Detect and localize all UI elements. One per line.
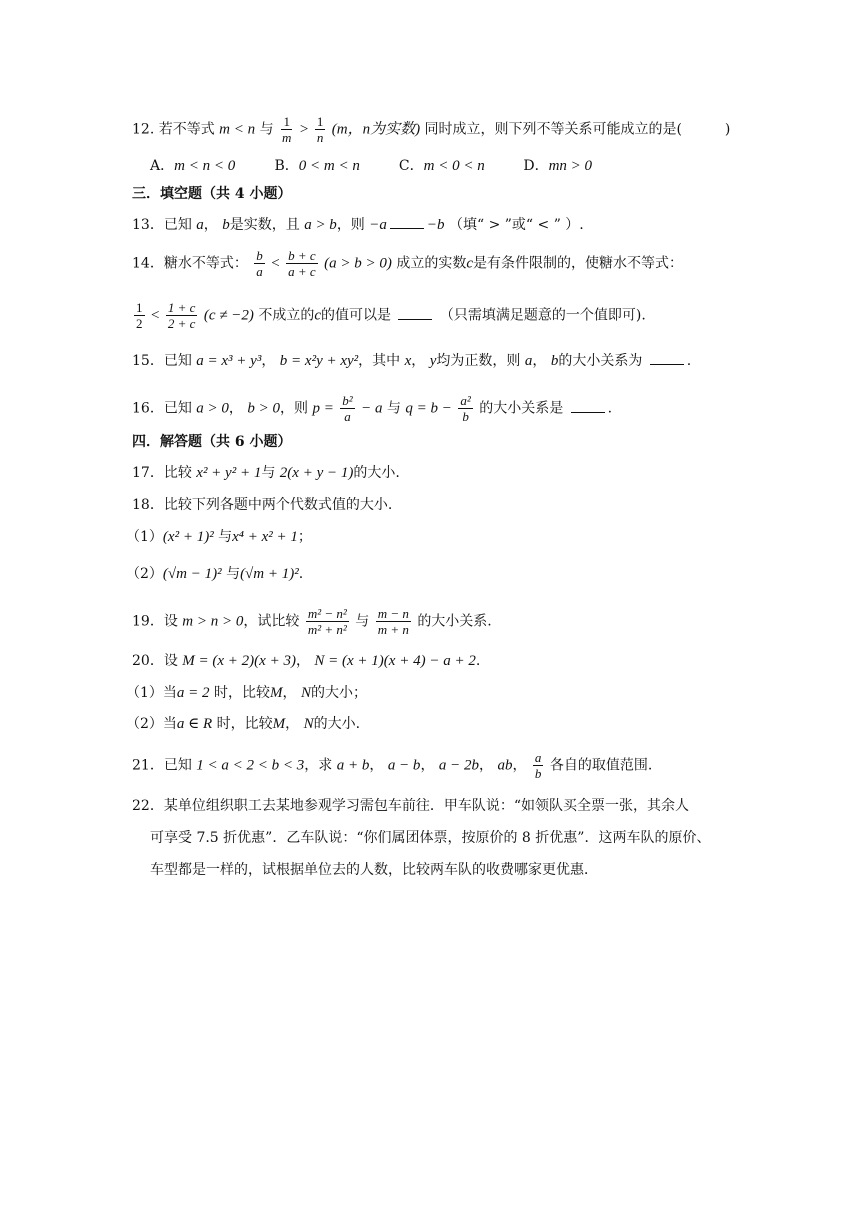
section-4-heading: 四．解答题（共 6 小题）	[132, 434, 292, 450]
fraction: $\frac{1 + c}{2 + c}$	[167, 300, 196, 331]
question-22-line2: 可享受 7.5 折优惠”．乙车队说：“你们属团体票，按原价的 8 折优惠”．这两车队的原价、	[150, 830, 711, 846]
question-20-part-2: （2）当a ∈ R 时，比较M， N的大小.	[126, 716, 361, 732]
fraction: $\frac{b + c}{a + c}$	[288, 248, 316, 279]
question-19: 19．设 m > n > 0，试比较 $\frac{\text{m² − n²}}{\text{m² + n²}}$ 与 $\frac{m - n}{m + n}$ 的大小关系.	[132, 606, 492, 637]
option-a: A．m < n < 0	[150, 158, 236, 174]
question-12-options	[150, 156, 643, 176]
question-13: 13．已知 a， b是实数，且 a > b，则 −a −b （填“ > ”或“ < ” ）.	[132, 214, 584, 235]
fraction: $\frac{1}{m}$	[282, 114, 292, 145]
question-20-part-1: （1）当a = 2 时，比较M， N的大小；	[126, 685, 367, 701]
question-22: 22．某单位组织职工去某地参观学习需包车前往．甲车队说：“如领队买全票一张，其余人	[132, 798, 689, 814]
fraction: $\frac{1}{n}$	[316, 114, 324, 145]
option-c: C．m < 0 < n	[398, 158, 485, 174]
question-18: 18．比较下列各题中两个代数式值的大小.	[132, 497, 393, 513]
question-22-line3: 车型都是一样的，试根据单位去的人数，比较两车队的收费哪家更优惠．	[150, 862, 598, 878]
question-21: 21．已知 1 < a < 2 < b < 3，求 a + b， a − b， a − 2b， ab， $\frac{a}{b}$ 各自的取值范围.	[132, 750, 653, 781]
fraction: $\frac{a}{b}$	[534, 750, 542, 781]
fraction: $\frac{\text{a²}}{b}$	[460, 393, 471, 424]
fraction: $\frac{b}{a}$	[256, 248, 263, 279]
fraction: $\frac{1}{2}$	[136, 300, 143, 331]
question-12: 12. 若不等式 m < n 与 $\frac{1}{m}$ > $\frac{1}{n}$ (m，n为实数) 同时成立，则下列不等关系可能成立的是( )	[132, 114, 731, 145]
answer-blank[interactable]	[571, 398, 605, 413]
answer-blank[interactable]	[390, 214, 424, 229]
option-b: B．0 < m < n	[274, 158, 360, 174]
question-15: 15．已知 a = x³ + y³， b = x²y + xy²，其中 x， y均为正数，则 a， b的大小关系为 .	[132, 350, 691, 371]
question-17: 17．比较 x² + y² + 1与 2(x + y − 1)的大小.	[132, 465, 400, 481]
option-d: D．mn > 0	[523, 158, 593, 174]
question-16: 16．已知 a > 0， b > 0，则 p = $\frac{\text{b²}}{a}$ − a 与 q = b − $\frac{\text{a²}}{b}$ 的大小关系是 .	[132, 393, 613, 424]
question-18-part-2: （2）(√m − 1)² 与(√m + 1)².	[126, 566, 304, 582]
section-3-heading: 三．填空题（共 4 小题）	[132, 186, 292, 202]
question-14: 14．糖水不等式： $\frac{b}{a}$ < $\frac{b + c}{a + c}$ (a > b > 0) 成立的实数c是有条件限制的，使糖水不等式：	[132, 248, 684, 279]
question-20: 20．设 M = (x + 2)(x + 3)， N = (x + 1)(x + 4) − a + 2.	[132, 653, 481, 669]
question-14-line2: $\frac{1}{2}$ < $\frac{1 + c}{2 + c}$ (c ≠ −2) 不成立的c的值可以是 （只需填满足题意的一个值即可).	[136, 300, 646, 331]
question-18-part-1: （1）(x² + 1)² 与x⁴ + x² + 1；	[126, 529, 312, 545]
fraction: $\frac{\text{m² − n²}}{\text{m² + n²}}$	[307, 606, 347, 637]
answer-blank[interactable]	[398, 305, 432, 320]
fraction: $\frac{m - n}{m + n}$	[377, 606, 409, 637]
fraction: $\frac{\text{b²}}{a}$	[342, 393, 353, 424]
answer-blank[interactable]	[650, 350, 684, 365]
